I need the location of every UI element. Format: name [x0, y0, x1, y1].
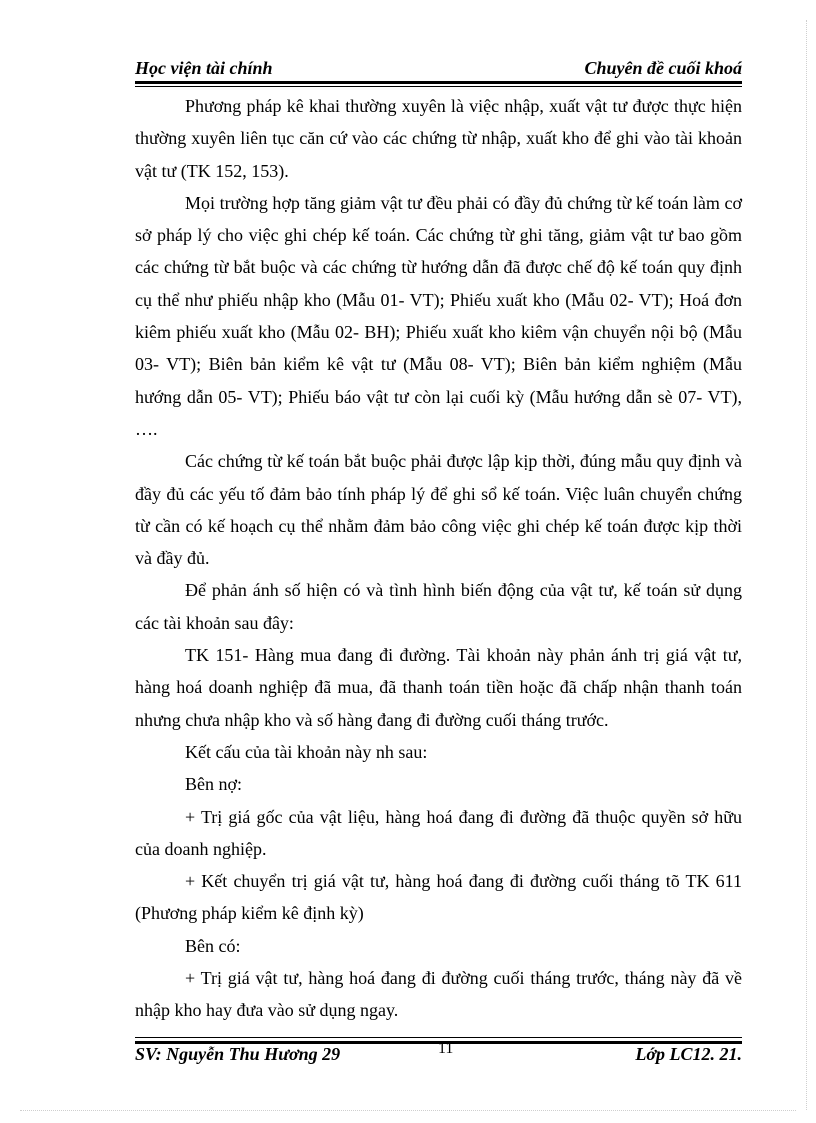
paragraph: Bên nợ:	[185, 774, 243, 795]
paragraph: Mọi trường hợp tăng giảm vật tư đều phải có đầy đủ chứng từ kế toán làm cơ sở pháp lý cho việc ghi chép kế toán. Các chứng từ ghi tăng, giảm vật tư bao gồm các chứng từ bắt buộc và các chứng từ hướng dẫn đã được chế độ kế toán quy định cụ thể như phiếu nhập kho (Mẫu 01- VT); Phiếu xuất kho (Mẫu 02- VT); Hoá đơn kiêm phiếu xuất kho (Mẫu 02- BH); Phiếu xuất kho kiêm vận chuyển nội bộ (Mẫu 03- VT); Biên bản kiểm kê vật tư (Mẫu 08- VT); Biên bản kiểm nghiệm (Mẫu hướng dẫn 05- VT); Phiếu báo vật tư còn lại cuối kỳ (Mẫu hướng dẫn sè 07- VT), ….	[135, 192, 742, 439]
paragraph: Phương pháp kê khai thường xuyên là việc nhập, xuất vật tư được thực hiện thường xuyên liên tục căn cứ vào các chứng từ nhập, xuất kho để ghi vào tài khoản vật tư (TK 152, 153).	[135, 96, 742, 181]
header-document-type: Chuyên đề cuối khoá	[584, 58, 742, 78]
document-body	[135, 90, 742, 1027]
paragraph: TK 151- Hàng mua đang đi đường. Tài khoản này phản ánh trị giá vật tư, hàng hoá doanh nghiệp đã mua, đã thanh toán tiền hoặc đã chấp nhận thanh toán nhưng chưa nhập kho và số hàng đang đi đường cuối tháng trước.	[135, 645, 742, 730]
header-divider-thin	[135, 86, 742, 87]
paragraph: Bên có:	[185, 935, 241, 956]
paragraph: + Kết chuyển trị giá vật tư, hàng hoá đang đi đường cuối tháng tõ TK 611 (Phương pháp kiểm kê định kỳ)	[135, 871, 742, 924]
paragraph: Kết cấu của tài khoản này nh sau:	[185, 741, 428, 762]
footer-class: Lớp LC12. 21.	[635, 1044, 742, 1064]
paragraph: + Trị giá gốc của vật liệu, hàng hoá đang đi đường đã thuộc quyền sở hữu của doanh nghiệp.	[135, 806, 742, 859]
header-institution: Học viện tài chính	[135, 58, 273, 78]
header-divider-thick	[135, 81, 742, 84]
page-edge-right	[806, 20, 807, 1110]
footer-divider-thin	[135, 1037, 742, 1038]
page-header	[135, 58, 742, 79]
paragraph: Để phản ánh số hiện có và tình hình biến động của vật tư, kế toán sử dụng các tài khoản sau đây:	[135, 580, 742, 633]
page-number: 11	[438, 1040, 454, 1057]
page-edge-bottom	[20, 1110, 796, 1111]
footer-student-name: SV: Nguyễn Thu Hương 29	[135, 1044, 341, 1064]
paragraph: + Trị giá vật tư, hàng hoá đang đi đường cuối tháng trước, tháng này đã về nhập kho hay đưa vào sử dụng ngay.	[135, 968, 742, 1021]
paragraph: Các chứng từ kế toán bắt buộc phải được lập kịp thời, đúng mẫu quy định và đầy đủ các yếu tố đảm bảo tính pháp lý để ghi sổ kế toán. Việc luân chuyển chứng từ cần có kế hoạch cụ thể nhằm đảm bảo công việc ghi chép kế toán được kịp thời và đầy đủ.	[135, 451, 742, 569]
